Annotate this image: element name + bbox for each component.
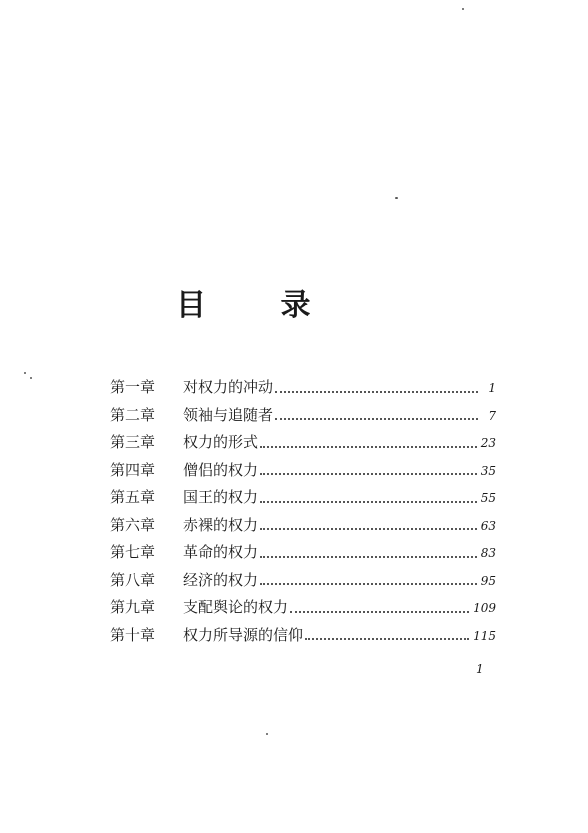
dot-leader [260, 446, 477, 448]
dot-leader [305, 638, 469, 640]
toc-entry[interactable] [110, 622, 496, 650]
toc-entry[interactable] [110, 567, 496, 595]
page-number: 83 [480, 546, 496, 560]
chapter-title: 权力的形式 [183, 433, 259, 451]
scan-speck [462, 8, 464, 10]
dot-leader [260, 473, 477, 475]
chapter-title: 僧侣的权力 [183, 460, 259, 479]
chapter-number: 第九章 [110, 598, 156, 616]
dot-leader [260, 556, 477, 558]
page-number: 115 [473, 628, 496, 643]
chapter-number: 第一章 [110, 378, 156, 396]
scan-speck [24, 372, 26, 374]
toc-entry[interactable] [110, 594, 496, 622]
scan-speck [395, 197, 398, 199]
page-title: 目 录 [176, 288, 343, 323]
chapter-number: 第八章 [110, 570, 156, 589]
chapter-number: 第三章 [110, 433, 156, 451]
chapter-number: 第十章 [110, 625, 156, 644]
toc-entry[interactable] [110, 484, 496, 512]
page-number: 55 [480, 491, 496, 505]
chapter-title: 国王的权力 [183, 488, 259, 506]
toc-entry[interactable] [110, 402, 496, 430]
chapter-title: 支配舆论的权力 [183, 598, 289, 616]
dot-leader [275, 418, 478, 420]
table-of-contents [110, 374, 496, 649]
toc-entry[interactable] [110, 512, 496, 540]
page-number: 109 [473, 601, 496, 615]
dot-leader [260, 583, 477, 585]
toc-entry[interactable] [110, 429, 496, 457]
chapter-number: 第七章 [110, 543, 156, 561]
page-number: 1 [488, 381, 496, 395]
chapter-title: 革命的权力 [183, 543, 259, 561]
chapter-title: 赤裸的权力 [183, 515, 259, 534]
scan-speck [266, 733, 268, 735]
toc-entry[interactable] [110, 374, 496, 402]
dot-leader [260, 501, 477, 503]
chapter-title: 经济的权力 [183, 570, 259, 589]
folio-page-number: 1 [476, 662, 484, 676]
dot-leader [290, 611, 469, 613]
chapter-title: 领袖与追随者 [183, 405, 274, 424]
page-number: 63 [480, 518, 496, 533]
dot-leader [275, 391, 478, 393]
chapter-number: 第五章 [110, 488, 156, 506]
dot-leader [260, 528, 477, 530]
page-number: 7 [488, 408, 496, 423]
page-number: 95 [480, 573, 496, 588]
page-number: 23 [480, 436, 496, 450]
chapter-number: 第二章 [110, 405, 156, 424]
page-number: 35 [480, 463, 496, 478]
chapter-number: 第四章 [110, 460, 156, 479]
chapter-title: 对权力的冲动 [183, 378, 274, 396]
chapter-title: 权力所导源的信仰 [183, 625, 304, 644]
chapter-number: 第六章 [110, 515, 156, 534]
scan-speck [30, 377, 32, 379]
toc-entry[interactable] [110, 539, 496, 567]
toc-entry[interactable] [110, 457, 496, 485]
